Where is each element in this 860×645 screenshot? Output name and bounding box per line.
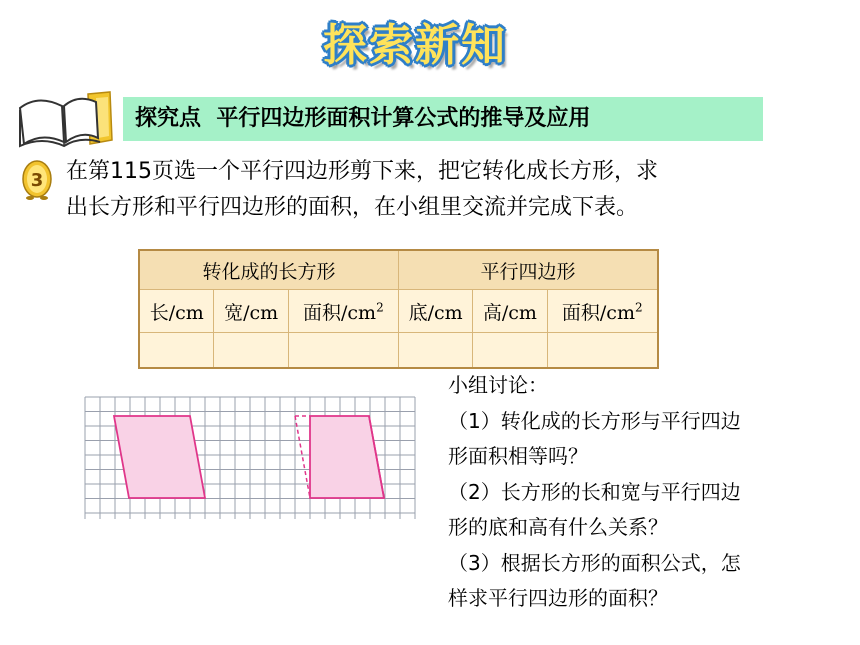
answer-cell-length[interactable] [139,333,214,369]
question-number: 3 [30,170,44,191]
answer-cell-rect-area[interactable] [288,333,398,369]
banner-title: 探索新知 [323,20,507,71]
answer-cell-width[interactable] [214,333,288,369]
discussion-title: 小组讨论： [448,373,548,397]
column-header-para-area: 面积$/cm^2$ [547,290,658,333]
answer-cell-para-area[interactable] [547,333,658,369]
parallelogram-shape [114,416,205,498]
discussion-line-1: （1）转化成的长方形与平行四边 [448,408,741,433]
area-table [138,249,659,369]
column-header-width: 宽/cm [214,290,288,333]
rectangle-shape [310,416,384,498]
section-title: 探究点 平行四边形面积计算公式的推导及应用 [123,97,763,141]
discussion-line-3: （2）长方形的长和宽与平行四边 [448,479,741,504]
table-group-rectangle: 转化成的长方形 [139,250,398,290]
column-header-height: 高/cm [473,290,547,333]
discussion-line-4: 形的底和高有什么关系？ [448,515,668,539]
question-line-2: 出长方形和平行四边形的面积，在小组里交流并完成下表。 [66,195,639,220]
question-line-1: 在第115页选一个平行四边形剪下来，把它转化成长方形，求 [66,159,658,184]
grid-diagram [84,396,416,520]
question-number-badge [20,158,54,200]
column-header-rect-area: 面积$/cm^2$ [288,290,398,333]
open-book-icon [16,88,116,150]
question-prompt [66,154,846,226]
discussion-line-5: （3）根据长方形的面积公式，怎 [448,550,741,575]
discussion-line-2: 形面积相等吗？ [448,444,588,468]
column-header-base: 底/cm [398,290,472,333]
cut-line-dashed [295,416,310,498]
discussion-panel [448,368,848,617]
table-group-parallelogram: 平行四边形 [398,250,658,290]
answer-cell-base[interactable] [398,333,472,369]
discussion-line-6: 样求平行四边形的面积？ [448,586,668,610]
answer-cell-height[interactable] [473,333,547,369]
column-header-length: 长/cm [139,290,214,333]
